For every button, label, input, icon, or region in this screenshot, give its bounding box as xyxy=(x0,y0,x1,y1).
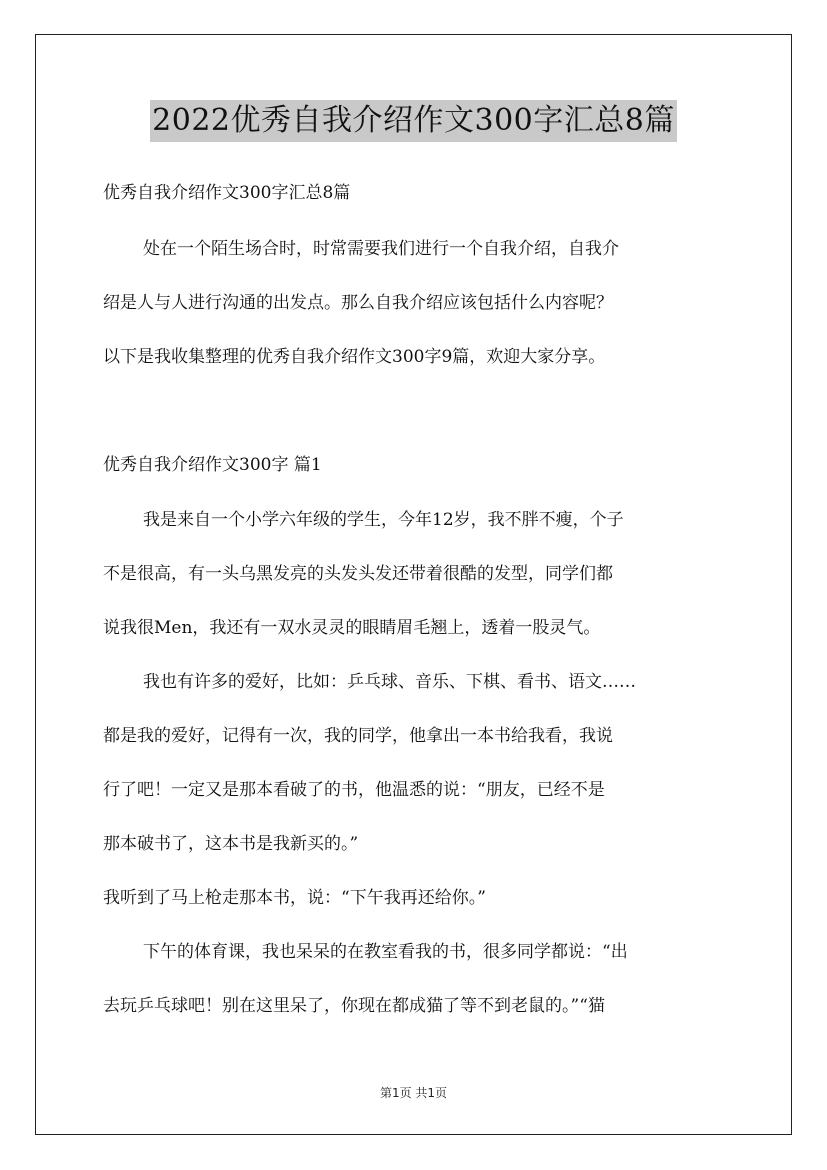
intro-line-3: 以下是我收集整理的优秀自我介绍作文300字9篇，欢迎大家分享。 xyxy=(103,347,606,367)
paragraph-line-7: 那本破书了，这本书是我新买的。” xyxy=(103,834,359,854)
page-footer: 第1页 共1页 xyxy=(379,1086,448,1100)
document-subtitle: 优秀自我介绍作文300字汇总8篇 xyxy=(103,183,351,203)
section-heading: 优秀自我介绍作文300字 篇1 xyxy=(103,455,322,475)
document-title-text: 2022优秀自我介绍作文300字汇总8篇 xyxy=(150,100,677,142)
paragraph-line-4: 我也有许多的爱好，比如：乒乓球、音乐、下棋、看书、语文…… xyxy=(143,672,636,692)
intro-line-1: 处在一个陌生场合时，时常需要我们进行一个自我介绍，自我介 xyxy=(143,239,619,259)
paragraph-line-8: 我听到了马上枪走那本书，说：“下午我再还给你。” xyxy=(103,888,486,908)
paragraph-line-1: 我是来自一个小学六年级的学生，今年12岁，我不胖不瘦，个子 xyxy=(143,510,624,530)
paragraph-line-5: 都是我的爱好，记得有一次，我的同学，他拿出一本书给我看，我说 xyxy=(103,726,613,746)
paragraph-line-2: 不是很高，有一头乌黑发亮的头发头发还带着很酷的发型，同学们都 xyxy=(103,564,613,584)
intro-line-2: 绍是人与人进行沟通的出发点。那么自我介绍应该包括什么内容呢？ xyxy=(103,293,613,313)
paragraph-line-9: 下午的体育课，我也呆呆的在教室看我的书，很多同学都说：“出 xyxy=(143,942,628,962)
paragraph-line-10: 去玩乒乓球吧！别在这里呆了，你现在都成猫了等不到老鼠的。”“猫 xyxy=(103,996,605,1016)
document-title xyxy=(0,100,827,142)
paragraph-line-6: 行了吧！一定又是那本看破了的书，他温悉的说：“朋友，已经不是 xyxy=(103,780,605,800)
paragraph-line-3: 说我很Men，我还有一双水灵灵的眼睛眉毛翘上，透着一股灵气。 xyxy=(103,618,601,638)
